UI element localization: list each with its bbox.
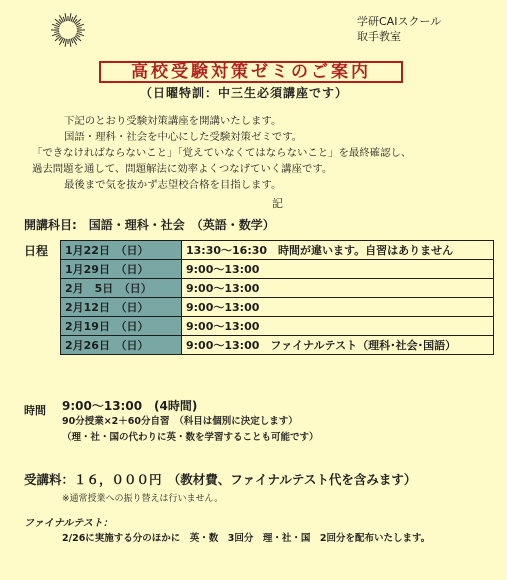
intro-line: 過去問題を通して、問題解法に効率よくつなげていく講座です。: [32, 163, 333, 175]
schedule-date: 2月 5日 （日）: [61, 279, 182, 298]
time-alternative: （理・社・国の代わりに英・数を学習することも可能です）: [62, 432, 319, 443]
intro-line: 最後まで気を抜かず志望校合格を目指します。: [64, 179, 282, 191]
schedule-table: [60, 240, 494, 355]
intro-line: 下記のとおり受験対策講座を開講いたします。: [64, 115, 282, 127]
school-name-line1: 学研CAIスクール: [357, 15, 442, 28]
fee-line: 受講料：１６，０００円 （教材費、ファイナルテスト代を含みます）: [24, 472, 417, 487]
intro-paragraph: [32, 113, 496, 193]
final-test-text: 2/26に実施する分のほかに 英・数 3回分 理・社・国 2回分を配布いたします。: [62, 533, 431, 544]
schedule-time: 9:00～13:00: [182, 260, 494, 279]
page-subtitle: （日曜特訓：中三生必須講座です）: [140, 86, 349, 100]
schedule-row: [61, 241, 494, 260]
schedule-date: 2月26日 （日）: [61, 336, 182, 355]
schedule-time: 9:00～13:00: [182, 279, 494, 298]
school-name: [357, 14, 441, 44]
subjects-line: 開講科目: 国語・理科・社会 （英語・数学）: [24, 218, 275, 232]
schedule-time: 13:30～16:30 時間が違います。自習はありません: [182, 241, 494, 260]
sun-burst-icon: [50, 12, 86, 48]
schedule-date: 1月22日 （日）: [61, 241, 182, 260]
time-label: 時間: [24, 404, 46, 417]
schedule-time: 9:00～13:00 ファイナルテスト（理科･社会･国語）: [182, 336, 494, 355]
intro-line: 国語・理科・社会を中心にした受験対策ゼミです。: [64, 131, 303, 143]
schedule-row: [61, 260, 494, 279]
final-test-label: ファイナルテスト：: [24, 518, 113, 529]
schedule-row: [61, 279, 494, 298]
schedule-row: [61, 336, 494, 355]
schedule-row: [61, 317, 494, 336]
time-section: [62, 398, 319, 446]
schedule-date: 1月29日 （日）: [61, 260, 182, 279]
schedule-time: 9:00～13:00: [182, 298, 494, 317]
ki-mark: 記: [272, 197, 283, 210]
time-detail: 90分授業×2＋60分自習 （科目は個別に決定します）: [62, 416, 298, 427]
schedule-row: [61, 298, 494, 317]
schedule-time: 9:00～13:00: [182, 317, 494, 336]
fee-note: ※通常授業への振り替えは行いません。: [62, 494, 224, 504]
schedule-label: 日程: [24, 244, 49, 258]
schedule-date: 2月19日 （日）: [61, 317, 182, 336]
page-title: 高校受験対策ゼミのご案内: [99, 61, 403, 83]
schedule-date: 2月12日 （日）: [61, 298, 182, 317]
intro-line: 「できなければならないこと」「覚えていなくてはならないこと」を最終確認し、: [32, 147, 412, 159]
time-main: 9:00～13:00 (4時間): [62, 399, 198, 413]
school-name-line2: 取手教室: [357, 30, 401, 43]
